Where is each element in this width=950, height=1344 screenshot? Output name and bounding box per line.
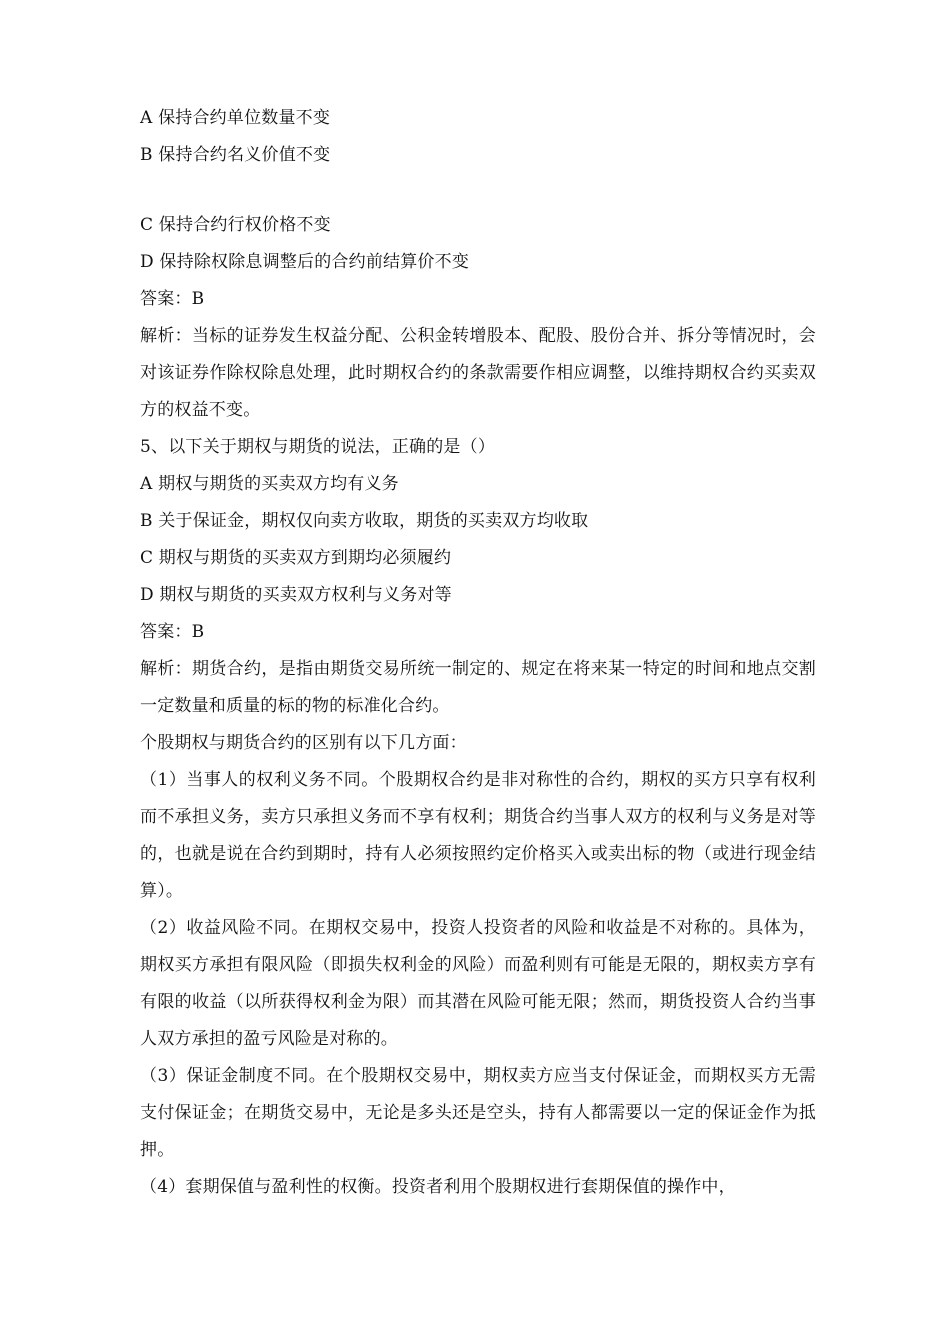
q5-option-b: B 关于保证金，期权仅向卖方收取，期货的买卖双方均收取: [140, 511, 589, 531]
q5-point-1: （1）当事人的权利义务不同。个股期权合约是非对称性的合约，期权的买方只享有权利而不承担义务，卖方只承担义务而不享有权利；期货合约当事人双方的权利与义务是对等的，也就是说在合约到期时，持有人必须按照约定价格买入或卖出标的物（或进行现金结算）。: [140, 770, 816, 901]
paragraph-gap: [140, 174, 816, 207]
q4-analysis: 解析：当标的证券发生权益分配、公积金转增股本、配股、股份合并、拆分等情况时，会对该证券作除权除息处理，此时期权合约的条款需要作相应调整，以维持期权合约买卖双方的权益不变。: [140, 326, 816, 420]
document-page: [140, 100, 816, 1206]
q5-option-d: D 期权与期货的买卖双方权利与义务对等: [140, 585, 452, 605]
q5-option-c: C 期权与期货的买卖双方到期均必须履约: [140, 548, 452, 568]
q4-option-c: C 保持合约行权价格不变: [140, 215, 331, 235]
q5-point-3: （3）保证金制度不同。在个股期权交易中，期权卖方应当支付保证金，而期权买方无需支付保证金；在期货交易中，无论是多头还是空头，持有人都需要以一定的保证金作为抵押。: [140, 1066, 816, 1160]
q5-question: 5、以下关于期权与期货的说法，正确的是（）: [140, 437, 496, 457]
q5-option-a: A 期权与期货的买卖双方均有义务: [140, 474, 399, 494]
q4-option-d: D 保持除权除息调整后的合约前结算价不变: [140, 252, 470, 272]
q5-answer: 答案：B: [140, 622, 205, 642]
q4-answer: 答案：B: [140, 289, 205, 309]
q5-point-2: （2）收益风险不同。在期权交易中，投资人投资者的风险和收益是不对称的。具体为，期权买方承担有限风险（即损失权利金的风险）而盈利则有可能是无限的，期权卖方享有有限的收益（以所获得权利金为限）而其潜在风险可能无限；然而，期货投资人合约当事人双方承担的盈亏风险是对称的。: [140, 918, 816, 1049]
q5-analysis: 解析：期货合约，是指由期货交易所统一制定的、规定在将来某一特定的时间和地点交割一定数量和质量的标的物的标准化合约。: [140, 659, 816, 716]
q5-intro: 个股期权与期货合约的区别有以下几方面：: [140, 733, 467, 753]
q4-option-a: A 保持合约单位数量不变: [140, 108, 331, 128]
q4-option-b: B 保持合约名义价值不变: [140, 145, 331, 165]
q5-point-4: （4）套期保值与盈利性的权衡。投资者利用个股期权进行套期保值的操作中，: [140, 1177, 736, 1197]
